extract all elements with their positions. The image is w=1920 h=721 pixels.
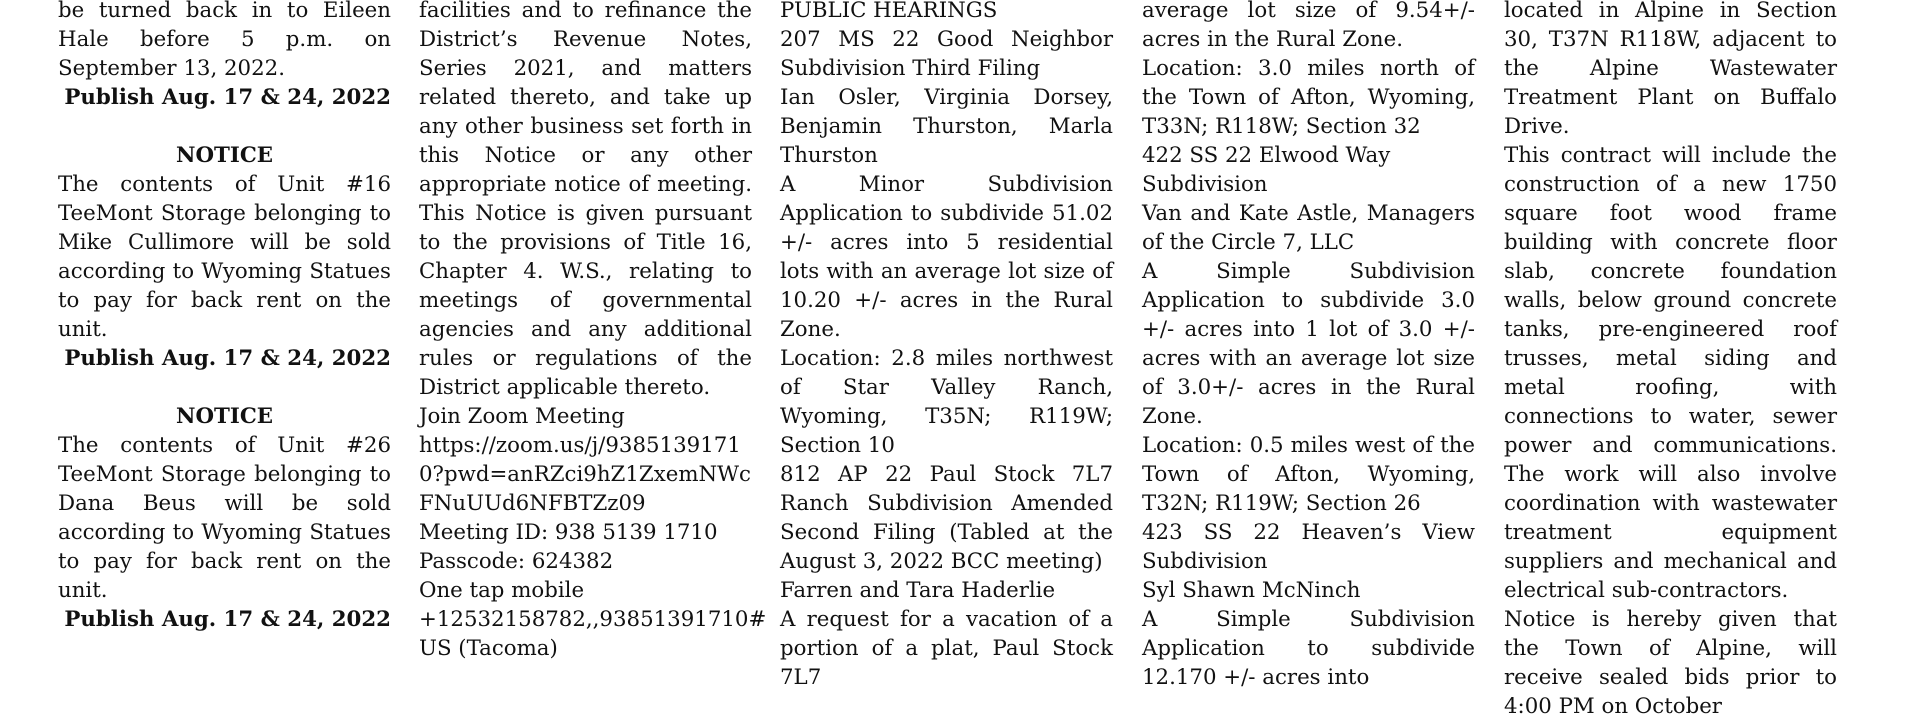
hearing-item-description: A request for a vacation of a portion of a plat, Paul Stock 7L7 xyxy=(780,607,1113,690)
hearing-item-location: Location: 0.5 miles west of the Town of Afton, Wyoming, T32N; R119W; Section 26 xyxy=(1142,433,1475,516)
hearing-item-location: Location: 2.8 miles northwest of Star Valley Ranch, Wyoming, T35N; R119W; Section 10 xyxy=(780,346,1113,458)
column-1 xyxy=(58,0,391,634)
hearing-item-title: 812 AP 22 Paul Stock 7L7 Ranch Subdivision Amended Second Filing (Tabled at the August 3, 2022 BCC meeting) xyxy=(780,462,1113,574)
hearing-item-location: Location: 3.0 miles north of the Town of Afton, Wyoming, T33N; R118W; Section 32 xyxy=(1142,56,1475,139)
section-heading: PUBLIC HEARINGS xyxy=(780,0,998,23)
phone-number: +12532158782,,93851391710# US (Tacoma) xyxy=(419,607,767,661)
publish-line: Publish Aug. 17 & 24, 2022 xyxy=(64,85,391,110)
column-2 xyxy=(419,0,767,663)
meeting-notice-body: facilities and to refinance the District’s Revenue Notes, Series 2021, and matters related thereto, and take up any other business set forth in this Notice or any other appropriate notice of meeting. This Notice is given pursuant to the provisions of Title 16, Chapter 4. W.S., relating to meetings of governmental agencies and any additional rules or regulations of the District applicable thereto. xyxy=(419,0,752,400)
hearing-item-names: Ian Osler, Virginia Dorsey, Benjamin Thurston, Marla Thurston xyxy=(780,85,1113,168)
column-3 xyxy=(780,0,1113,692)
hearing-item-title: 207 MS 22 Good Neighbor Subdivision Third Filing xyxy=(780,27,1113,81)
hearing-item-title: 422 SS 22 Elwood Way Subdivision xyxy=(1142,143,1391,197)
zoom-link[interactable]: https://zoom.us/j/93851391710?pwd=anRZci9hZ1ZxemNWcFNuUUd6NFBTZz09 xyxy=(419,433,751,516)
notice-body: The contents of Unit #16 TeeMont Storage belonging to Mike Cullimore will be sold according to Wyoming Statues to pay for back rent on the unit. xyxy=(58,172,391,342)
contract-description: This contract will include the construction of a new 1750 square foot wood frame building with concrete floor slab, concrete foundation walls, below ground concrete tanks, pre-engineered roof trusses, metal siding and metal roofing, with connections to water, sewer power and communications. The work will also involve coordination with wastewater treatment equipment suppliers and mechanical and electrical sub-contractors. xyxy=(1504,143,1837,603)
bid-continuation: located in Alpine in Section 30, T37N R118W, adjacent to the Alpine Wastewater Treatment Plant on Buffalo Drive. xyxy=(1504,0,1837,139)
one-tap-heading: One tap mobile xyxy=(419,578,585,603)
hearing-item-names: Syl Shawn McNinch xyxy=(1142,578,1361,603)
passcode: Passcode: 624382 xyxy=(419,549,614,574)
hearing-item-names: Farren and Tara Haderlie xyxy=(780,578,1056,603)
spacer xyxy=(58,373,391,402)
hearing-item-title: 423 SS 22 Heaven’s View Subdivision xyxy=(1142,520,1475,574)
hearing-continuation: average lot size of 9.54+/- acres in the Rural Zone. xyxy=(1142,0,1475,52)
hearing-item-names: Van and Kate Astle, Managers of the Circle 7, LLC xyxy=(1142,201,1475,255)
hearing-item-description: A Minor Subdivision Application to subdivide 51.02 +/- acres into 5 residential lots with an average lot size of 10.20 +/- acres in the Rural Zone. xyxy=(780,172,1113,342)
hearing-item-description: A Simple Subdivision Application to subdivide 12.170 +/- acres into xyxy=(1142,607,1475,690)
publish-line: Publish Aug. 17 & 24, 2022 xyxy=(64,346,391,371)
notice-body: The contents of Unit #26 TeeMont Storage belonging to Dana Beus will be sold according to Wyoming Statues to pay for back rent on the unit. xyxy=(58,433,391,603)
bid-notice: Notice is hereby given that the Town of Alpine, will receive sealed bids prior to 4:00 PM on October xyxy=(1504,607,1837,719)
notice-title: NOTICE xyxy=(175,143,273,168)
notice-title: NOTICE xyxy=(175,404,273,429)
notice-continuation: be turned back in to Eileen Hale before 5 p.m. on September 13, 2022. xyxy=(58,0,391,81)
hearing-item-description: A Simple Subdivision Application to subdivide 3.0 +/- acres into 1 lot of 3.0 +/- acres with an average lot size of 3.0+/- acres in the Rural Zone. xyxy=(1142,259,1475,429)
column-5 xyxy=(1504,0,1837,721)
publish-line: Publish Aug. 17 & 24, 2022 xyxy=(64,607,391,632)
spacer xyxy=(58,112,391,141)
meeting-id: Meeting ID: 938 5139 1710 xyxy=(419,520,718,545)
zoom-heading: Join Zoom Meeting xyxy=(419,404,625,429)
column-4 xyxy=(1142,0,1475,692)
